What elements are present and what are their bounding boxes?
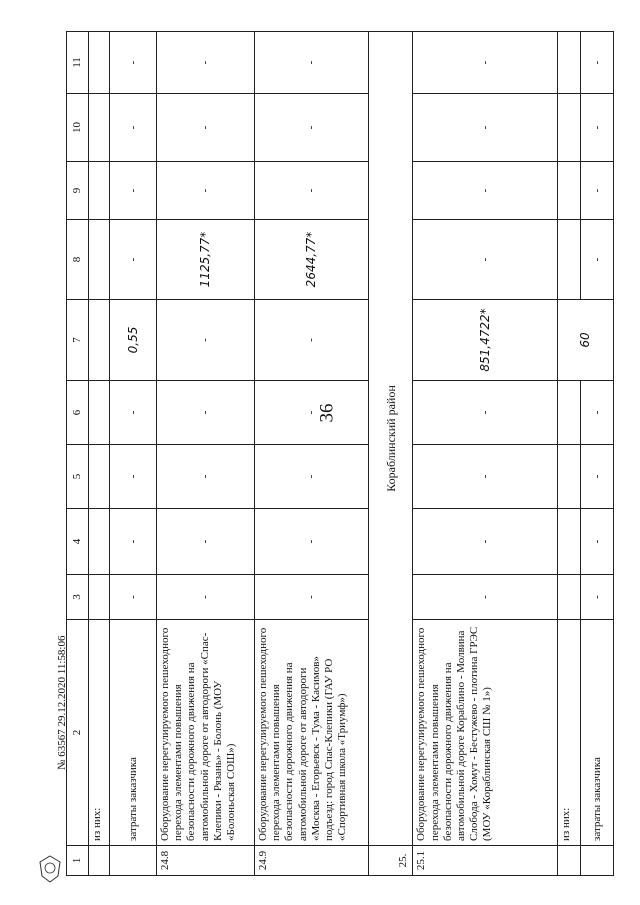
registration-footer: № 63567 29.12.2020 11:58:06: [56, 635, 68, 770]
value-cell: -: [413, 445, 558, 509]
value-cell: [558, 94, 581, 162]
value-cell: -: [581, 509, 614, 575]
value-cell: -: [581, 94, 614, 162]
value-cell: -: [110, 509, 157, 575]
row-number: [89, 846, 110, 876]
row-description: Оборудование нерегулируемого пешеходного перехода элементами повышения безопасности дорожного движения на автомобильной дороге от автодороги «Спас-Клепики - Рязань» - Болонь (МОУ «Болоньская СОШ»): [156, 620, 254, 846]
row-description: Оборудование нерегулируемого пешеходного перехода элементами повышения безопасности дорожного движения на автомобильной дороге Кораблино - Молвина Слобода - Хомут - Бестужево - плотина ГРЭС (МОУ «Кораблинская СШ № 1»): [413, 620, 558, 846]
table-row: [254, 32, 368, 876]
value-cell: 1125,77*: [156, 220, 254, 300]
value-cell: -: [581, 445, 614, 509]
value-cell: [89, 575, 110, 620]
header-row: [67, 32, 89, 876]
value-cell: -: [254, 32, 368, 94]
row-number: [110, 846, 157, 876]
table-row: [558, 32, 581, 876]
value-cell: [89, 94, 110, 162]
row-description: затраты заказчика: [110, 620, 157, 846]
value-cell: -: [581, 220, 614, 300]
rotated-table: [66, 32, 614, 876]
value-cell: -: [110, 381, 157, 445]
value-cell: -: [581, 162, 614, 220]
value-cell: -: [413, 575, 558, 620]
value-cell: [558, 32, 581, 94]
value-cell: 0,55: [110, 300, 157, 381]
header-cell: 9: [67, 162, 89, 220]
value-cell: -: [156, 94, 254, 162]
table-wrapper: [66, 32, 614, 876]
coat-of-arms-stamp: [36, 854, 64, 884]
header-cell: 1: [67, 846, 89, 876]
value-cell: -: [413, 220, 558, 300]
value-cell: -: [254, 300, 368, 381]
value-cell: -: [581, 32, 614, 94]
value-cell: 851,4722*: [413, 300, 558, 381]
value-cell: -: [581, 575, 614, 620]
value-cell: -: [110, 445, 157, 509]
value-cell: -: [413, 94, 558, 162]
value-cell: -: [581, 381, 614, 445]
value-cell: [89, 220, 110, 300]
value-cell: -: [110, 220, 157, 300]
value-cell: [89, 32, 110, 94]
value-cell: -: [156, 445, 254, 509]
value-cell: -: [156, 32, 254, 94]
value-cell: [558, 162, 581, 220]
row-number: 24.9: [254, 846, 368, 876]
value-cell: -: [156, 300, 254, 381]
header-cell: 7: [67, 300, 89, 381]
value-cell: 2644,77*: [254, 220, 368, 300]
value-cell: -: [110, 32, 157, 94]
table-row: [110, 32, 157, 876]
table-row: [89, 32, 110, 876]
page-number: 36: [316, 403, 338, 423]
value-cell: -: [110, 162, 157, 220]
value-cell: -: [413, 509, 558, 575]
row-number: 25.: [369, 846, 413, 876]
value-cell: -: [254, 162, 368, 220]
header-cell: 2: [67, 620, 89, 846]
header-cell: 8: [67, 220, 89, 300]
value-cell: [89, 162, 110, 220]
value-cell: [558, 509, 581, 575]
row-number: [558, 846, 581, 876]
row-description: Оборудование нерегулируемого пешеходного перехода элементами повышения безопасности дорожного движения на автомобильной дороге от автодороги «Москва - Егорьевск - Тума - Касимов» подъезд: город Спас-Клепики (ГАУ РО «Спортивная школа «Триумф»): [254, 620, 368, 846]
value-cell: -: [413, 32, 558, 94]
table-row: [156, 32, 254, 876]
header-cell: 10: [67, 94, 89, 162]
value-cell: [89, 445, 110, 509]
value-cell: -: [254, 575, 368, 620]
value-cell: [89, 509, 110, 575]
value-cell: -: [254, 445, 368, 509]
row-number: 25.1: [413, 846, 558, 876]
value-cell: -: [254, 94, 368, 162]
header-cell: 3: [67, 575, 89, 620]
value-cell: -: [413, 162, 558, 220]
row-description: из них:: [558, 620, 581, 846]
value-cell: -: [110, 575, 157, 620]
section-row: [369, 32, 413, 876]
value-cell: -: [413, 381, 558, 445]
table-row: [581, 32, 614, 876]
header-cell: 4: [67, 509, 89, 575]
row-description: затраты заказчика: [581, 620, 614, 846]
budget-table: [66, 31, 614, 876]
value-cell: -: [156, 509, 254, 575]
row-number: 24.8: [156, 846, 254, 876]
row-description: из них:: [89, 620, 110, 846]
value-cell: [558, 381, 581, 445]
value-cell: -: [254, 381, 368, 445]
value-cell: [558, 445, 581, 509]
value-cell: [89, 300, 110, 381]
table-row: [413, 32, 558, 876]
value-cell: 60: [558, 300, 614, 381]
section-title: Кораблинский район: [369, 32, 413, 846]
value-cell: -: [110, 94, 157, 162]
header-cell: 6: [67, 381, 89, 445]
value-cell: -: [156, 381, 254, 445]
header-cell: 11: [67, 32, 89, 94]
value-cell: -: [156, 575, 254, 620]
value-cell: -: [156, 162, 254, 220]
row-number: [581, 846, 614, 876]
value-cell: [89, 381, 110, 445]
header-cell: 5: [67, 445, 89, 509]
value-cell: [558, 220, 581, 300]
value-cell: [558, 575, 581, 620]
value-cell: -: [254, 509, 368, 575]
